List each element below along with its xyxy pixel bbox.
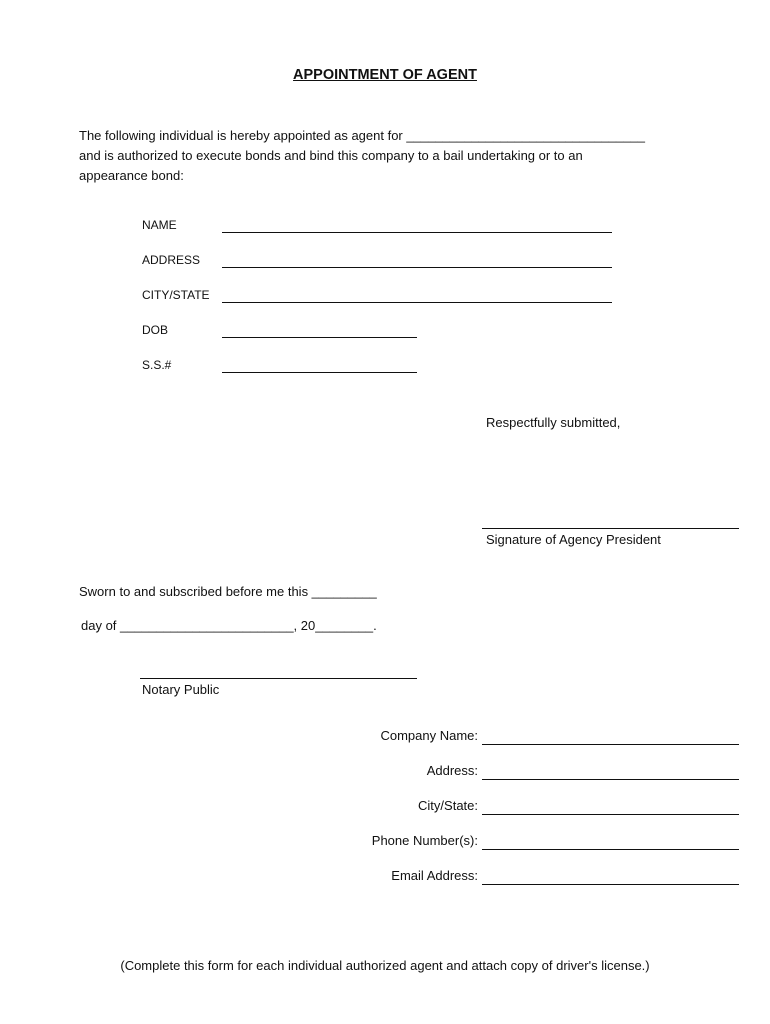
intro-line-2: and is authorized to execute bonds and bind this company to a bail undertaking or to an [79,148,583,163]
dob-field-line[interactable] [222,337,417,338]
page-title: APPOINTMENT OF AGENT [293,67,477,83]
email-label: Email Address: [391,868,478,883]
notary-signature-line[interactable] [140,678,417,679]
name-field-line[interactable] [222,232,612,233]
email-field-line[interactable] [482,884,739,885]
company-name-label: Company Name: [380,728,478,743]
sworn-statement: Sworn to and subscribed before me this _________ [79,584,377,599]
signature-line[interactable] [482,528,739,529]
ssn-label: S.S.# [142,358,172,372]
company-city-state-field-line[interactable] [482,814,739,815]
city-state-field-line[interactable] [222,302,612,303]
address-label: ADDRESS [142,253,201,267]
intro-line-3: appearance bond: [79,168,184,183]
ssn-field-line[interactable] [222,372,417,373]
day-of-line: day of ________________________, 20________. [81,618,377,633]
footer-note: (Complete this form for each individual authorized agent and attach copy of driver's license.) [120,958,650,973]
phone-field-line[interactable] [482,849,739,850]
name-label: NAME [142,218,177,232]
address-field-line[interactable] [222,267,612,268]
company-name-field-line[interactable] [482,744,739,745]
signature-label: Signature of Agency President [486,532,661,547]
notary-public-label: Notary Public [142,682,220,697]
intro-line-1: The following individual is hereby appointed as agent for _________________________________ [79,128,645,143]
respectfully-submitted: Respectfully submitted, [486,415,621,430]
phone-label: Phone Number(s): [371,833,478,848]
dob-label: DOB [142,323,169,337]
city-state-label: CITY/STATE [142,288,210,302]
company-address-label: Address: [426,763,478,778]
company-city-state-label: City/State: [418,798,478,813]
company-address-field-line[interactable] [482,779,739,780]
